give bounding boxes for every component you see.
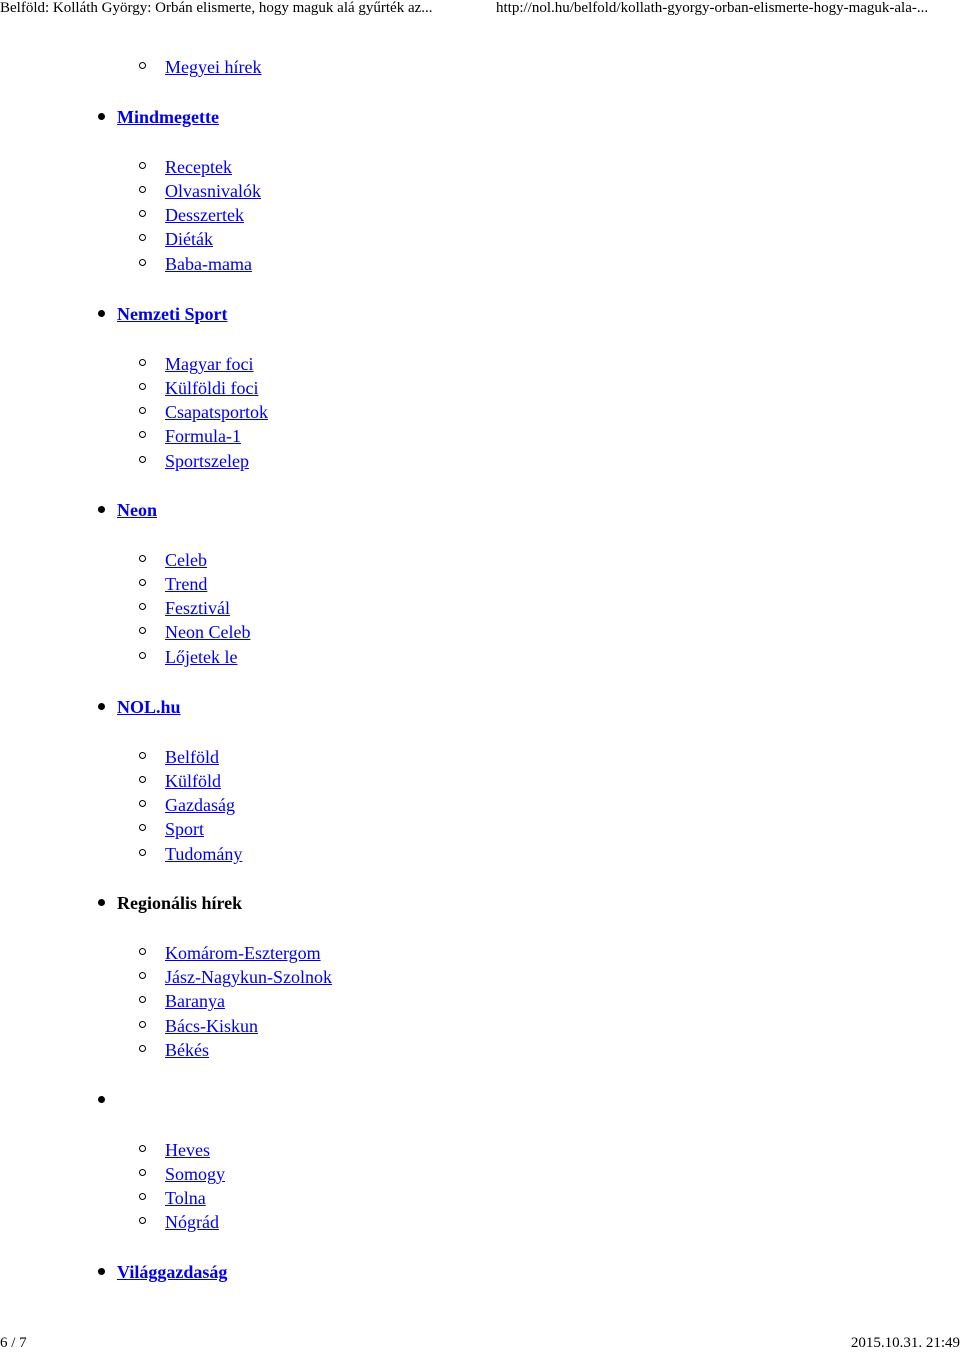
circle-bullet-icon: [139, 849, 146, 856]
disc-bullet-icon: [98, 506, 105, 513]
link-sportszelep[interactable]: Sportszelep: [165, 451, 249, 471]
circle-bullet-icon: [139, 652, 146, 659]
link-celeb[interactable]: Celeb: [165, 550, 207, 570]
link-formula-1[interactable]: Formula-1: [165, 426, 241, 446]
section-heading: [117, 892, 242, 914]
circle-bullet-icon: [139, 359, 146, 366]
list-item: [165, 1163, 225, 1185]
link-jasz-nagykun-szolnok[interactable]: Jász-Nagykun-Szolnok: [165, 967, 332, 987]
section-label-regionalis-hirek: Regionális hírek: [117, 893, 243, 913]
list-item: [165, 573, 207, 595]
link-receptek[interactable]: Receptek: [165, 157, 232, 177]
circle-bullet-icon: [139, 407, 146, 414]
list-item: [165, 990, 225, 1012]
list-item: [165, 794, 235, 816]
link-csapatsportok[interactable]: Csapatsportok: [165, 402, 268, 422]
link-kulfold[interactable]: Külföld: [165, 771, 221, 791]
list-item: [165, 621, 250, 643]
circle-bullet-icon: [139, 996, 146, 1003]
link-sport[interactable]: Sport: [165, 819, 205, 839]
link-lojetek-le[interactable]: Lőjetek le: [165, 647, 238, 667]
list-item: [165, 942, 321, 964]
link-dietak[interactable]: Diéták: [165, 229, 213, 249]
link-desszertek[interactable]: Desszertek: [165, 205, 244, 225]
circle-bullet-icon: [139, 1021, 146, 1028]
link-kulfoldi-foci[interactable]: Külföldi foci: [165, 378, 259, 398]
link-neon[interactable]: Neon: [117, 500, 157, 520]
link-trend[interactable]: Trend: [165, 574, 208, 594]
disc-bullet-icon: [98, 1268, 105, 1275]
circle-bullet-icon: [139, 752, 146, 759]
circle-bullet-icon: [139, 824, 146, 831]
link-gazdasag[interactable]: Gazdaság: [165, 795, 235, 815]
section-heading: [117, 499, 157, 521]
list-item: [165, 1187, 206, 1209]
list-item: [165, 1015, 258, 1037]
page-number: 6 / 7: [0, 1335, 27, 1351]
circle-bullet-icon: [139, 186, 146, 193]
circle-bullet-icon: [139, 210, 146, 217]
list-item: [165, 597, 230, 619]
print-footer: [0, 1335, 960, 1353]
circle-bullet-icon: [139, 1193, 146, 1200]
list-item: [165, 56, 261, 78]
link-neon-celeb[interactable]: Neon Celeb: [165, 622, 251, 642]
list-item: [165, 450, 249, 472]
link-nemzeti-sport[interactable]: Nemzeti Sport: [117, 304, 228, 324]
list-item: [165, 1211, 219, 1233]
circle-bullet-icon: [139, 1145, 146, 1152]
circle-bullet-icon: [139, 1045, 146, 1052]
link-nograd[interactable]: Nógrád: [165, 1212, 219, 1232]
list-item: [165, 818, 204, 840]
list-item: [165, 746, 219, 768]
link-heves[interactable]: Heves: [165, 1140, 210, 1160]
link-mindmegette[interactable]: Mindmegette: [117, 107, 219, 127]
link-nol-hu[interactable]: NOL.hu: [117, 697, 181, 717]
circle-bullet-icon: [139, 776, 146, 783]
list-item: [165, 180, 261, 202]
link-fesztival[interactable]: Fesztivál: [165, 598, 230, 618]
circle-bullet-icon: [139, 603, 146, 610]
link-tolna[interactable]: Tolna: [165, 1188, 206, 1208]
disc-bullet-icon: [98, 703, 105, 710]
print-timestamp: 2015.10.31. 21:49: [850, 1335, 960, 1351]
link-baranya[interactable]: Baranya: [165, 991, 225, 1011]
disc-bullet-icon: [98, 1096, 105, 1103]
link-somogy[interactable]: Somogy: [165, 1164, 226, 1184]
circle-bullet-icon: [139, 431, 146, 438]
circle-bullet-icon: [139, 627, 146, 634]
circle-bullet-icon: [139, 162, 146, 169]
list-item: [165, 353, 253, 375]
list-item: [165, 425, 241, 447]
list-item: [165, 253, 252, 275]
disc-bullet-icon: [98, 113, 105, 120]
circle-bullet-icon: [139, 383, 146, 390]
section-heading: [117, 303, 227, 325]
link-bekes[interactable]: Békés: [165, 1040, 209, 1060]
circle-bullet-icon: [139, 62, 146, 69]
link-bacs-kiskun[interactable]: Bács-Kiskun: [165, 1016, 258, 1036]
circle-bullet-icon: [139, 1217, 146, 1224]
link-tudomany[interactable]: Tudomány: [165, 844, 243, 864]
section-heading: [117, 1261, 227, 1283]
circle-bullet-icon: [139, 579, 146, 586]
list-item: [165, 204, 244, 226]
list-item: [165, 1039, 209, 1061]
section-heading: [117, 106, 219, 128]
circle-bullet-icon: [139, 972, 146, 979]
link-vilaggazdasag[interactable]: Világgazdaság: [117, 1262, 228, 1282]
link-komarom-esztergom[interactable]: Komárom-Esztergom: [165, 943, 321, 963]
circle-bullet-icon: [139, 456, 146, 463]
circle-bullet-icon: [139, 800, 146, 807]
link-baba-mama[interactable]: Baba-mama: [165, 254, 252, 274]
circle-bullet-icon: [139, 555, 146, 562]
list-item: [165, 1139, 210, 1161]
list-item: [165, 401, 268, 423]
circle-bullet-icon: [139, 1169, 146, 1176]
circle-bullet-icon: [139, 234, 146, 241]
list-item: [165, 156, 232, 178]
link-belfold[interactable]: Belföld: [165, 747, 219, 767]
link-megyei-hirek[interactable]: Megyei hírek: [165, 57, 262, 77]
page-title: Belföld: Kolláth György: Orbán elismerte, hogy maguk alá gyűrték az...: [0, 0, 433, 16]
list-item: [165, 228, 213, 250]
circle-bullet-icon: [139, 259, 146, 266]
circle-bullet-icon: [139, 948, 146, 955]
list-item: [165, 843, 242, 865]
section-heading: [117, 696, 181, 718]
list-item: [165, 966, 332, 988]
link-magyar-foci[interactable]: Magyar foci: [165, 354, 254, 374]
list-item: [165, 549, 207, 571]
list-item: [165, 770, 221, 792]
link-olvasnivalok[interactable]: Olvasnivalók: [165, 181, 261, 201]
list-item: [165, 377, 258, 399]
disc-bullet-icon: [98, 310, 105, 317]
disc-bullet-icon: [98, 899, 105, 906]
page-url: http://nol.hu/belfold/kollath-gyorgy-orban-elismerte-hogy-maguk-ala-...: [496, 0, 929, 16]
list-item: [165, 646, 237, 668]
